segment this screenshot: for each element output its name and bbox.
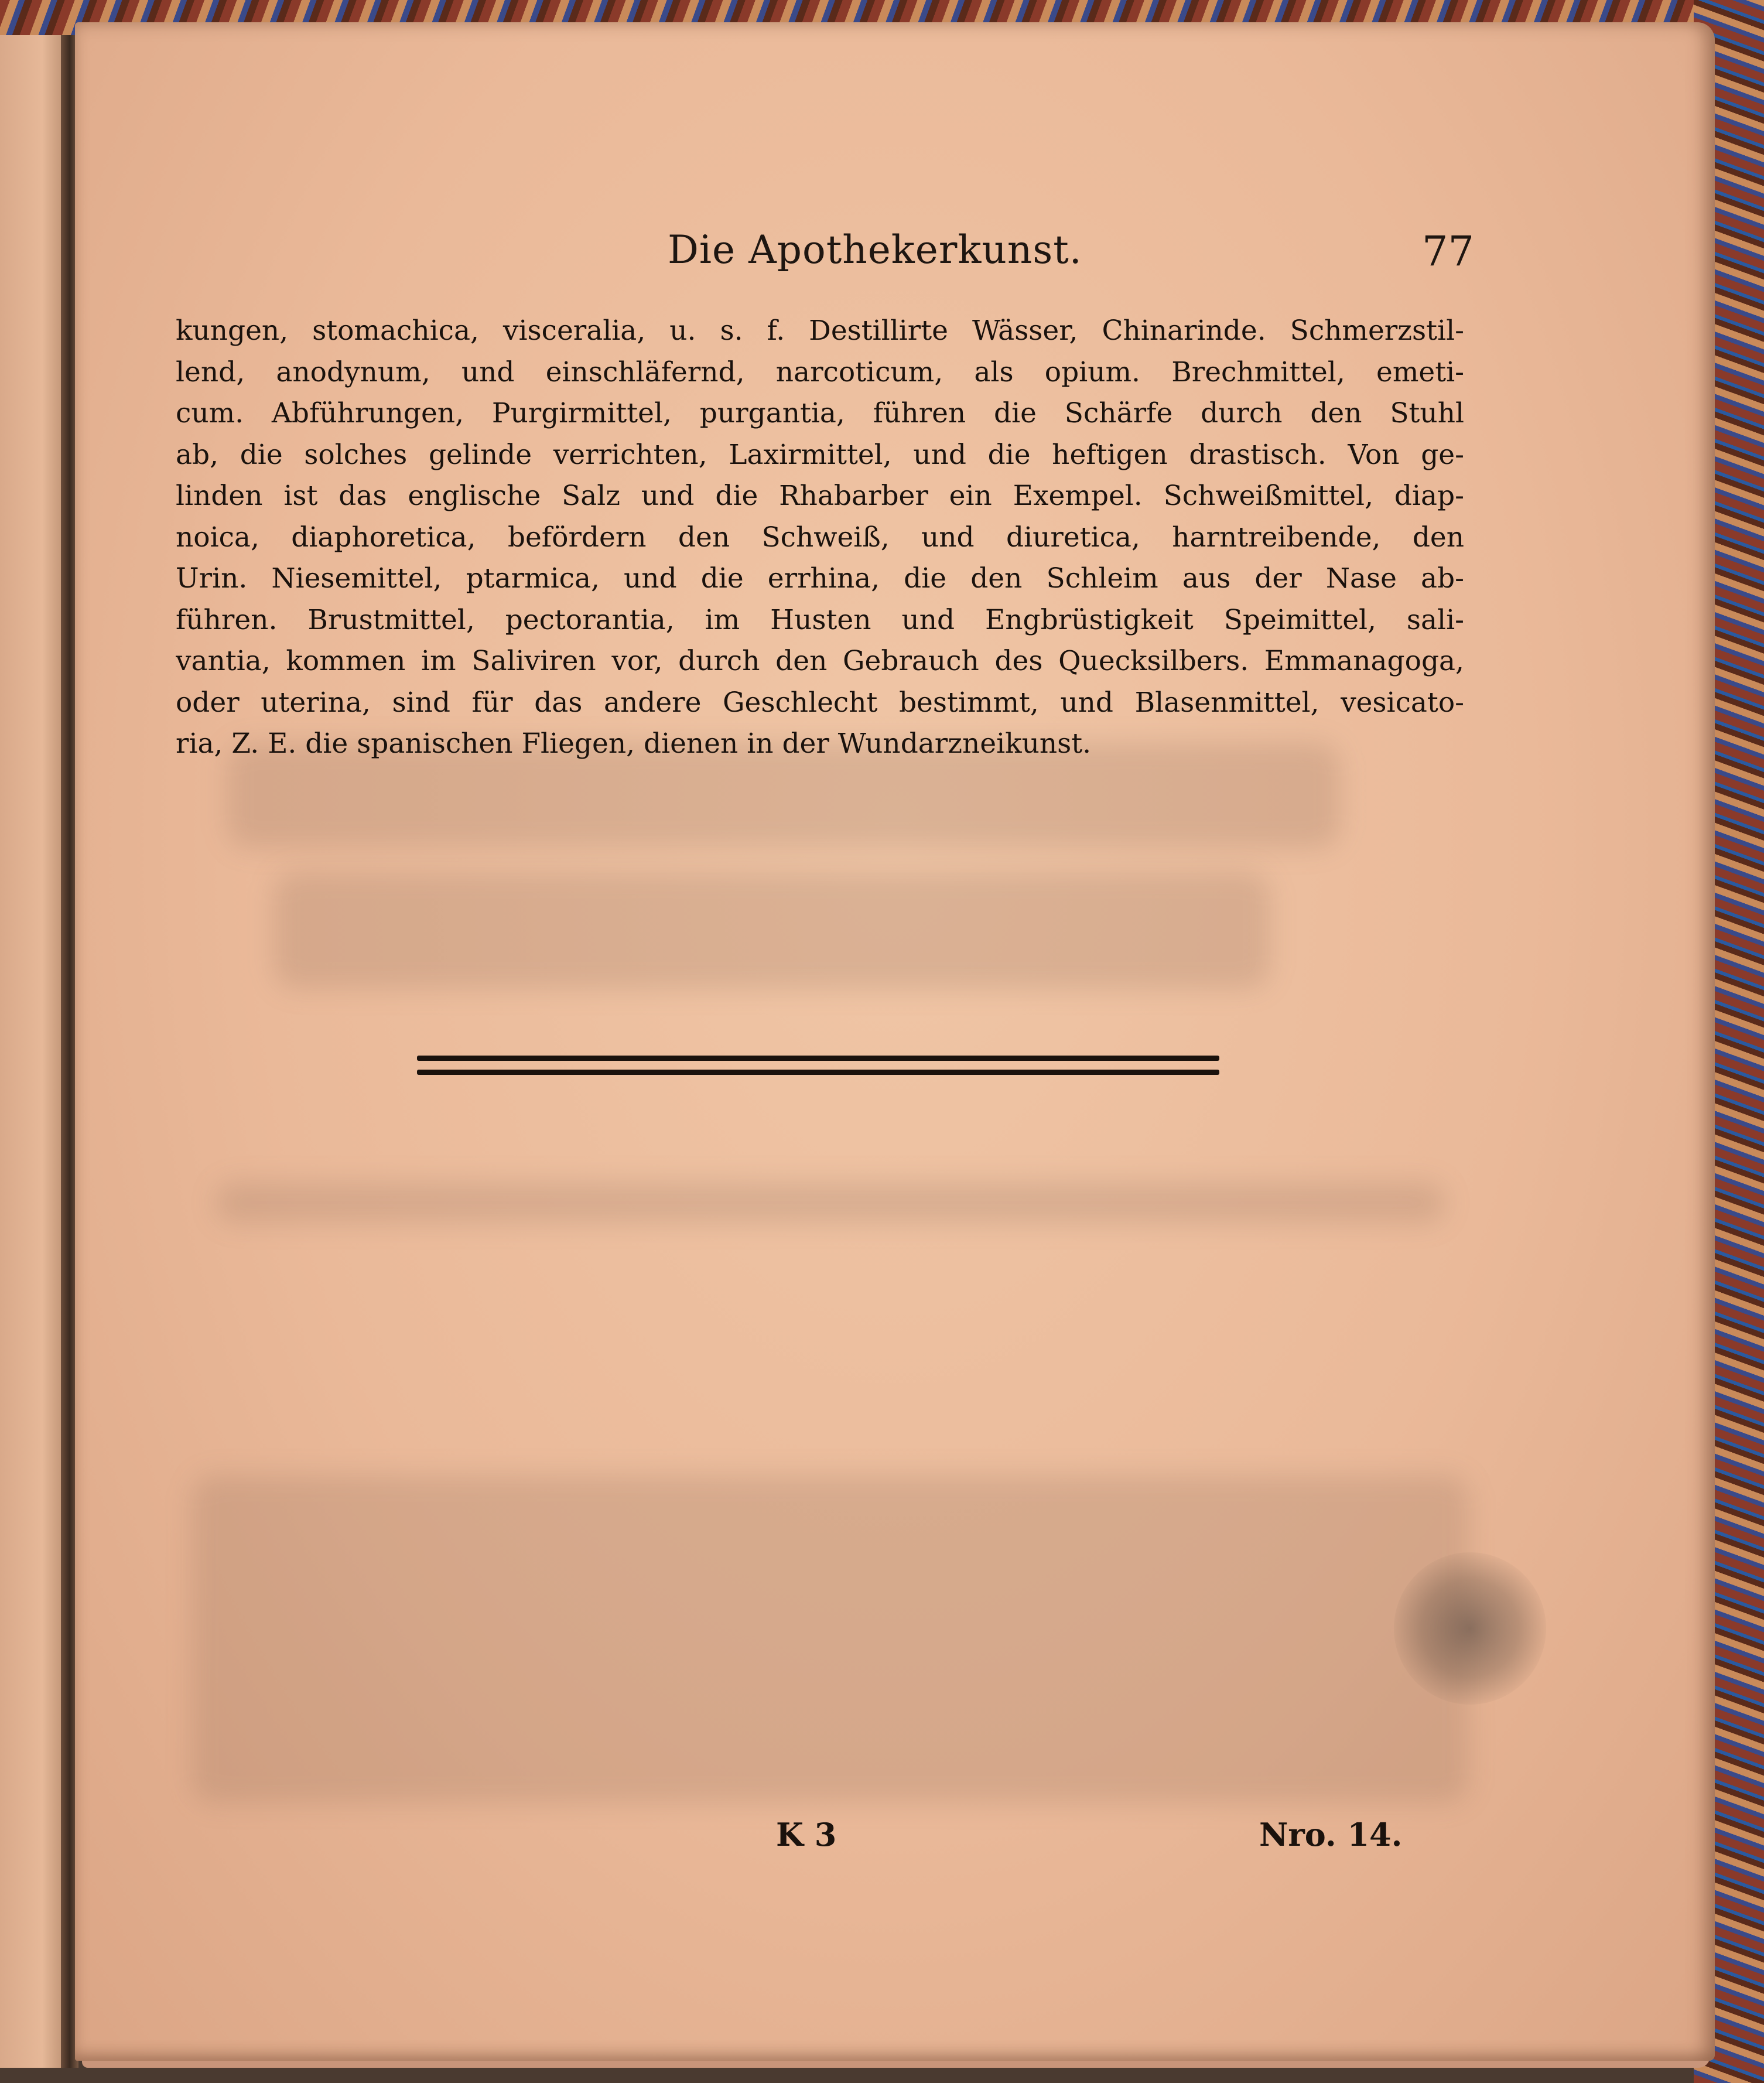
text-line: lend, anodynum, und einschläfernd, narcoticum, als opium. Brechmittel, emeti- [176, 356, 1464, 388]
text-line: kungen, stomachica, visceralia, u. s. f. Destillirte Wässer, Chinarinde. Schmerzstil- [176, 315, 1464, 347]
text-line: führen. Brustmittel, pectorantia, im Husten und Engbrüstigkeit Speimittel, sali- [176, 603, 1464, 636]
facing-page-edge [0, 35, 70, 2068]
body-paragraph [176, 310, 1464, 765]
page-number: 77 [1422, 227, 1475, 275]
ink-stain [1394, 1552, 1546, 1705]
show-through [192, 1475, 1469, 1803]
text-line: cum. Abführungen, Purgirmittel, purgantia, führen die Schärfe durch den Stuhl [176, 397, 1464, 429]
text-line: ab, die solches gelinde verrichten, Laxirmittel, und die heftigen drastisch. Von ge- [176, 438, 1464, 471]
show-through [274, 872, 1270, 989]
text-line: noica, diaphoretica, befördern den Schweiß, und diuretica, harntreibende, den [176, 521, 1464, 554]
text-line: ria, Z. E. die spanischen Fliegen, dienen in der Wundarzneikunst. [176, 728, 1092, 760]
text-line: linden ist das englische Salz und die Rhabarber ein Exempel. Schweißmittel, diap- [176, 480, 1464, 512]
section-divider-rule [417, 1056, 1219, 1061]
show-through [216, 1182, 1445, 1223]
text-line: Urin. Niesemittel, ptarmica, und die errhina, die den Schleim aus der Nase ab- [176, 562, 1464, 595]
running-title: Die Apothekerkunst. [668, 227, 1082, 272]
text-line: vantia, kommen im Saliviren vor, durch den Gebrauch des Quecksilbers. Emmanagoga, [176, 645, 1464, 677]
signature-mark: K 3 [776, 1816, 837, 1853]
text-line: oder uterina, sind für das andere Geschlecht bestimmt, und Blasenmittel, vesicato- [176, 686, 1464, 719]
section-divider-rule [417, 1070, 1219, 1075]
catchword: Nro. 14. [1259, 1816, 1403, 1853]
